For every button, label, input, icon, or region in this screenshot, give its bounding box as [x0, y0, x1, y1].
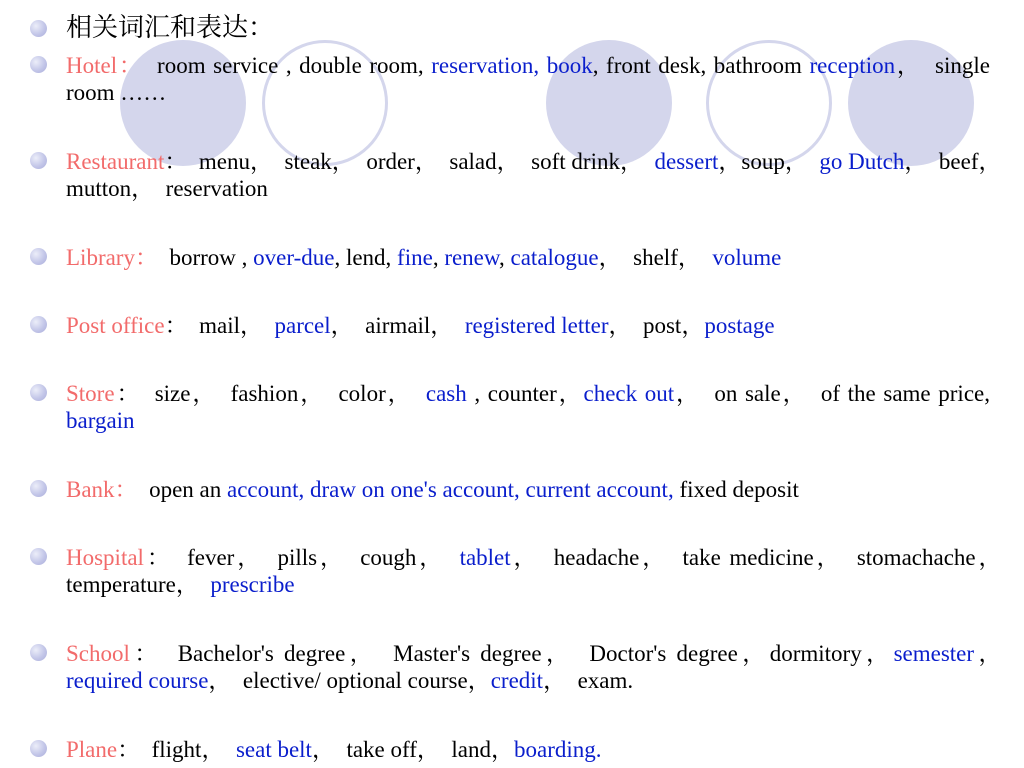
vocab-highlight: credit: [490, 668, 544, 693]
vocab-highlight: fine: [397, 245, 433, 270]
vocab-text: borrow ,: [146, 245, 254, 270]
vocab-highlight: catalogue: [510, 245, 599, 270]
vocab-highlight: dessert: [654, 149, 719, 174]
vocab-text: room service , double room,: [132, 53, 432, 78]
circle-bullet-icon: [30, 152, 47, 169]
slide-title: 相关词汇和表达：: [66, 13, 275, 43]
vocab-highlight: tablet: [459, 545, 511, 570]
category-label: Bank：: [66, 477, 127, 502]
vocab-highlight: reception: [809, 53, 896, 78]
vocab-text: ，soup，: [718, 149, 820, 174]
vocab-highlight: volume: [712, 245, 782, 270]
section-post-office: [66, 312, 990, 339]
section-school: [66, 640, 1013, 694]
vocab-text: ， airmail，: [330, 313, 465, 338]
vocab-text: open an: [126, 477, 227, 502]
section-hotel: [66, 52, 990, 106]
vocab-text: ， single room ……: [66, 53, 990, 105]
category-label: Hotel：: [66, 53, 133, 78]
section-restaurant: [66, 148, 1014, 202]
section-bank: [66, 476, 990, 503]
vocab-text: ： fever， pills， cough，: [143, 545, 460, 570]
circle-bullet-icon: [30, 316, 47, 333]
vocab-highlight: required course: [66, 668, 209, 693]
vocab-text: ， exam.: [543, 668, 634, 693]
vocab-text: ， take off， land，: [311, 737, 515, 762]
category-label: Post office: [66, 313, 165, 338]
section-store: [66, 380, 990, 434]
circle-bullet-icon: [30, 480, 47, 497]
circle-bullet-icon: [30, 548, 47, 565]
vocab-text: ： menu， steak， order， salad， soft drink，: [164, 149, 655, 174]
vocab-highlight: go Dutch: [819, 149, 905, 174]
section-hospital: [66, 544, 1013, 598]
category-label: Restaurant: [66, 149, 165, 174]
section-plane: [66, 736, 990, 763]
vocab-highlight: reservation, book: [431, 53, 593, 78]
vocab-text: ，: [974, 641, 1013, 666]
category-label: School: [66, 641, 130, 666]
vocab-text: ,: [499, 245, 511, 270]
vocab-highlight: postage: [704, 313, 775, 338]
vocab-text: ： size， fashion， color，: [114, 381, 426, 406]
vocab-highlight: renew: [444, 245, 500, 270]
vocab-text: ,: [432, 245, 445, 270]
vocab-text: , front desk, bathroom: [592, 53, 810, 78]
vocab-text: ， post，: [608, 313, 705, 338]
vocab-highlight: registered letter: [464, 313, 609, 338]
vocab-highlight: parcel: [274, 313, 331, 338]
vocab-highlight: semester: [893, 641, 975, 666]
vocab-highlight: seat belt: [235, 737, 312, 762]
vocab-text: ： flight，: [117, 737, 236, 762]
circle-bullet-icon: [30, 20, 47, 37]
category-label: Plane: [66, 737, 118, 762]
vocab-text: ， on sale， of the same price,: [674, 381, 990, 406]
circle-bullet-icon: [30, 56, 47, 73]
vocab-text: ， beef， mutton， reservation: [66, 149, 1014, 201]
category-label: Store: [66, 381, 115, 406]
circle-bullet-icon: [30, 248, 47, 265]
vocab-text: ， elective/ optional course，: [208, 668, 491, 693]
vocab-highlight: check out: [583, 381, 675, 406]
circle-bullet-icon: [30, 384, 47, 401]
vocab-highlight: account, draw on one's account, current account,: [226, 477, 674, 502]
vocab-text: ： mail，: [164, 313, 275, 338]
vocab-highlight: over-due: [253, 245, 335, 270]
vocab-highlight: prescribe: [210, 572, 295, 597]
category-label: Hospital: [66, 545, 144, 570]
circle-bullet-icon: [30, 644, 47, 661]
vocab-text: fixed deposit: [673, 477, 799, 502]
vocab-text: , lend,: [334, 245, 398, 270]
category-label: Library：: [66, 245, 147, 270]
circle-bullet-icon: [30, 740, 47, 757]
vocab-highlight: bargain: [66, 408, 135, 433]
vocab-text: , counter，: [466, 381, 584, 406]
vocab-highlight: boarding.: [514, 737, 602, 762]
section-library: [66, 244, 990, 271]
vocab-text: ： Bachelor's degree， Master's degree， Doctor's degree，dormitory，: [129, 641, 894, 666]
vocab-highlight: cash: [425, 381, 467, 406]
vocab-text: ， shelf，: [598, 245, 713, 270]
vocab-text: ， headache， take medicine， stomachache， temperature，: [66, 545, 1013, 597]
